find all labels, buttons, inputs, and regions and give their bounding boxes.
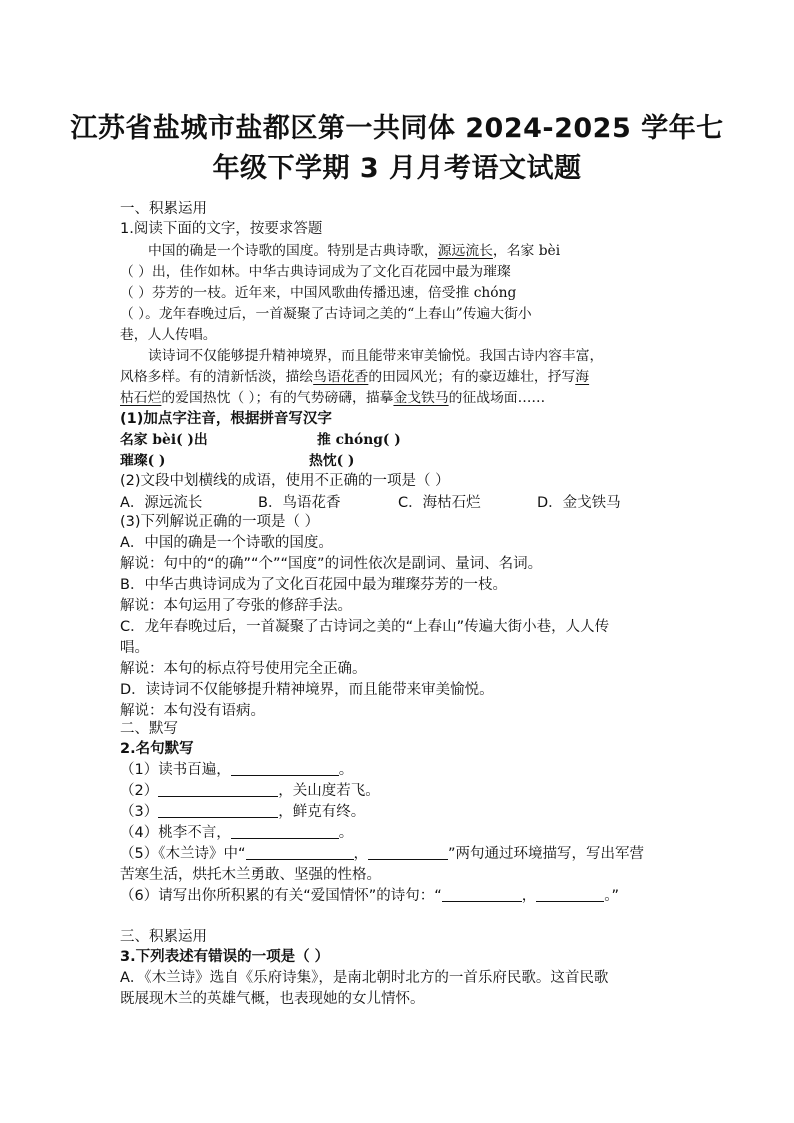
passage-line-2: （ ）出，佳作如林。中华古典诗词成为了文化百花园中最为璀璨 (120, 264, 511, 280)
dictation-text: 。 (338, 825, 354, 841)
sub3-line: 解说：本句运用了夸张的修辞手法。 (120, 598, 352, 614)
dictation-text: 。” (604, 888, 620, 904)
passage-line-3: （ ）芬芳的一枝。近年来，中国风歌曲传播迅速，倍受推 chóng (120, 285, 517, 301)
option-d: D．金戈铁马 (537, 495, 621, 511)
underlined-idiom: 枯石烂 (120, 390, 162, 406)
sub3-line: A．中国的确是一个诗歌的国度。 (120, 535, 333, 551)
passage-line-1 (148, 241, 560, 261)
question-3-stem: 3.下列表述有错误的一项是（ ） (120, 949, 330, 965)
section-heading-2: 二、默写 (120, 721, 178, 737)
pinyin-item-4: 热忱( ) (309, 453, 355, 469)
sub-question-3-stem: (3)下列解说正确的一项是（ ） (120, 514, 320, 530)
underlined-idiom: 鸟语花香 (313, 369, 369, 385)
dictation-item-4 (120, 823, 353, 843)
answer-blank[interactable] (536, 887, 604, 902)
sub3-line: 解说：句中的“的确”“个”“国度”的词性依次是副词、量词、名词。 (120, 556, 543, 572)
dictation-text: （3） (120, 804, 159, 820)
pinyin-item-3: 璀璨( ) (120, 453, 166, 469)
pinyin-item-2: 推 chóng( ) (317, 432, 401, 448)
underlined-idiom: 源远流长 (437, 243, 493, 259)
question-3-option-a-cont: 既展现木兰的英雄气概，也表现她的女儿情怀。 (120, 991, 425, 1007)
pinyin-item-1: 名家 bèi( )出 (120, 432, 208, 448)
page-title-line-1: 江苏省盐城市盐都区第一共同体 2024-2025 学年七 (70, 113, 724, 144)
question-2-stem: 2.名句默写 (120, 741, 194, 757)
answer-blank[interactable] (158, 782, 278, 797)
dictation-text: ， (521, 888, 537, 904)
sub3-line: C．龙年春晚过后，一首凝聚了古诗词之美的“上春山”传遍大街小巷，人人传 (120, 619, 610, 635)
dictation-text: 。 (338, 762, 354, 778)
sub-question-1-stem: (1)加点字注音，根据拼音写汉字 (120, 411, 332, 427)
answer-blank[interactable] (442, 887, 522, 902)
underlined-idiom: 海 (575, 369, 590, 385)
passage-line-4: （ ）。龙年春晚过后，一首凝聚了古诗词之美的“上春山”传遍大街小 (120, 306, 532, 322)
question-3-option-a: A．《木兰诗》选自《乐府诗集》，是南北朝时北方的一首乐府民歌。这首民歌 (120, 970, 609, 986)
answer-blank[interactable] (368, 845, 448, 860)
sub3-line: 唱。 (120, 640, 149, 656)
passage-text: 中国的确是一个诗歌的国度。特别是古典诗歌， (148, 243, 438, 259)
dictation-item-6 (120, 886, 619, 906)
sub3-line: B．中华古典诗词成为了文化百花园中最为璀璨芬芳的一枝。 (120, 577, 507, 593)
passage-text: ，名家 bèi (492, 243, 561, 259)
passage-line-8 (120, 388, 545, 408)
dictation-item-5 (120, 844, 644, 864)
option-b: B．鸟语花香 (258, 495, 341, 511)
passage-text: 的征战场面…… (448, 390, 546, 406)
dictation-item-1 (120, 760, 353, 780)
dictation-text: （4）桃李不言， (120, 825, 231, 841)
sub-question-2-stem: (2)文段中划横线的成语，使用不正确的一项是（ ） (120, 473, 450, 489)
underlined-idiom: 金戈铁马 (393, 390, 449, 406)
section-heading-1: 一、积累运用 (120, 201, 207, 217)
passage-text: 的田园风光；有的豪迈雄壮，抒写 (368, 369, 576, 385)
dictation-text: ，关山度若飞。 (278, 783, 380, 799)
option-c: C．海枯石烂 (398, 495, 481, 511)
dictation-text: ，鲜克有终。 (278, 804, 366, 820)
passage-text: 风格多样。有的清新恬淡，描绘 (120, 369, 314, 385)
passage-line-5: 巷，人人传唱。 (120, 327, 217, 343)
dictation-item-5-cont: 苦寒生活，烘托木兰勇敢、坚强的性格。 (120, 867, 381, 883)
dictation-item-3 (120, 802, 365, 822)
sub3-line: 解说：本句没有语病。 (120, 703, 265, 719)
dictation-text: ， (353, 846, 368, 862)
dictation-text: ”两句通过环境描写，写出军营 (448, 846, 645, 862)
dictation-text: （2） (120, 783, 159, 799)
question-1-stem: 1.阅读下面的文字，按要求答题 (120, 221, 323, 237)
passage-text: 的爱国热忱（ ）；有的气势磅礴，描摹 (161, 390, 394, 406)
page-title-line-2: 年级下学期 3 月月考语文试题 (212, 153, 582, 184)
dictation-item-2 (120, 781, 380, 801)
dictation-text: （1）读书百遍， (120, 762, 231, 778)
dictation-text: （6）请写出你所积累的有关“爱国情怀”的诗句：“ (120, 888, 442, 904)
answer-blank[interactable] (231, 761, 339, 776)
answer-blank[interactable] (158, 803, 278, 818)
answer-blank[interactable] (246, 845, 354, 860)
sub3-line: 解说：本句的标点符号使用完全正确。 (120, 661, 367, 677)
section-heading-3: 三、积累运用 (120, 929, 207, 945)
sub3-line: D．读诗词不仅能够提升精神境界，而且能带来审美愉悦。 (120, 682, 494, 698)
dictation-text: （5）《木兰诗》中“ (120, 846, 246, 862)
option-a: A．源远流长 (120, 495, 203, 511)
passage-line-7 (120, 367, 589, 387)
passage-line-6: 读诗词不仅能够提升精神境界，而且能带来审美愉悦。我国古诗内容丰富， (148, 348, 604, 364)
answer-blank[interactable] (231, 824, 339, 839)
